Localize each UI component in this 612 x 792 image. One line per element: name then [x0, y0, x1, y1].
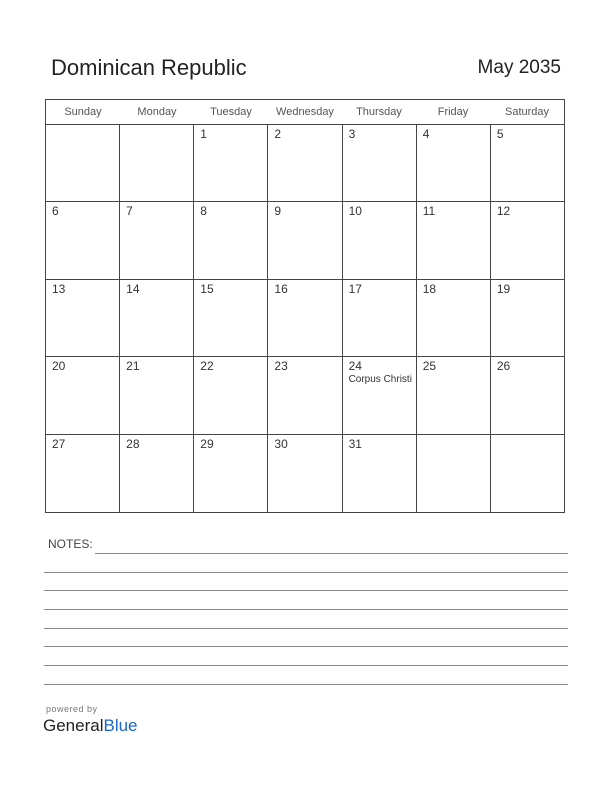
weekday-header: Tuesday — [210, 106, 252, 118]
day-cell — [120, 357, 194, 433]
powered-by-text: powered by — [46, 704, 98, 714]
day-cell — [46, 125, 120, 201]
day-cell — [194, 202, 268, 278]
day-cell — [120, 435, 194, 512]
day-cell — [194, 280, 268, 356]
holiday-event: Corpus Christi — [348, 374, 412, 386]
notes-line — [95, 553, 568, 554]
day-number: 31 — [348, 436, 362, 451]
day-number: 22 — [200, 359, 214, 374]
day-cell — [120, 125, 194, 201]
day-number: 9 — [274, 204, 282, 219]
day-number: 12 — [496, 204, 511, 219]
day-number: 11 — [422, 204, 436, 219]
day-cell — [120, 202, 194, 278]
day-cell — [343, 202, 417, 278]
day-cell — [343, 357, 417, 433]
logo-general-text: General — [43, 716, 104, 735]
calendar-week — [46, 202, 564, 279]
weekday-header-row — [46, 100, 564, 125]
day-cell — [491, 125, 564, 201]
day-number: 20 — [52, 359, 66, 374]
day-number: 8 — [200, 204, 207, 219]
day-number: 25 — [422, 359, 437, 374]
notes-line — [44, 628, 568, 629]
day-cell — [343, 125, 417, 201]
generalblue-logo — [43, 716, 138, 736]
day-cell — [46, 435, 120, 512]
day-cell — [491, 435, 564, 512]
day-number: 13 — [52, 281, 66, 296]
day-cell — [46, 280, 120, 356]
weekday-header: Saturday — [504, 106, 550, 118]
day-number: 18 — [422, 281, 437, 296]
day-number: 16 — [274, 281, 288, 296]
day-cell — [194, 125, 268, 201]
day-cell — [491, 202, 564, 278]
day-cell — [268, 357, 342, 433]
day-number: 29 — [200, 436, 214, 451]
day-cell — [120, 280, 194, 356]
notes-line — [44, 665, 568, 666]
calendar-week — [46, 125, 564, 202]
day-cell — [417, 357, 491, 433]
calendar-month-year: May 2035 — [477, 57, 561, 78]
weekday-header: Thursday — [356, 106, 402, 118]
notes-line — [44, 646, 568, 647]
day-cell — [343, 435, 417, 512]
day-cell — [194, 357, 268, 433]
day-cell — [268, 280, 342, 356]
day-number: 1 — [200, 127, 207, 141]
day-cell — [268, 125, 342, 201]
day-number: 30 — [274, 436, 288, 451]
calendar-week — [46, 280, 564, 357]
day-number: 26 — [496, 359, 511, 374]
day-number: 24 — [348, 359, 362, 374]
day-number: 7 — [126, 204, 133, 219]
calendar-grid — [45, 99, 565, 513]
day-cell — [491, 280, 564, 356]
day-cell — [417, 125, 491, 201]
notes-line — [44, 572, 568, 573]
day-number: 10 — [348, 204, 362, 219]
day-cell — [268, 202, 342, 278]
day-number: 21 — [126, 359, 140, 374]
day-number: 2 — [274, 127, 282, 141]
day-number: 28 — [126, 436, 140, 451]
notes-line — [44, 684, 568, 685]
calendar-country-title: Dominican Republic — [51, 55, 247, 80]
day-number: 3 — [348, 127, 356, 141]
day-number: 19 — [496, 281, 511, 296]
day-cell — [343, 280, 417, 356]
calendar-week — [46, 357, 564, 434]
day-cell — [46, 202, 120, 278]
day-number: 23 — [274, 359, 288, 374]
calendar-week — [46, 435, 564, 512]
day-number: 27 — [52, 436, 66, 451]
day-cell — [417, 202, 491, 278]
day-number: 4 — [422, 127, 430, 141]
day-cell — [46, 357, 120, 433]
notes-label: NOTES: — [48, 537, 93, 551]
day-number: 15 — [200, 281, 214, 296]
day-number: 6 — [52, 204, 59, 219]
day-cell — [417, 280, 491, 356]
day-cell — [417, 435, 491, 512]
day-cell — [491, 357, 564, 433]
day-number: 5 — [496, 127, 504, 141]
logo-blue-text: Blue — [103, 716, 138, 735]
notes-line — [44, 609, 568, 610]
day-cell — [268, 435, 342, 512]
day-number: 17 — [348, 281, 362, 296]
notes-line — [44, 590, 568, 591]
weekday-header: Monday — [137, 106, 177, 118]
weekday-header: Wednesday — [276, 106, 334, 118]
day-number: 14 — [126, 281, 140, 296]
weekday-header: Sunday — [64, 106, 102, 118]
weekday-header: Friday — [437, 106, 469, 118]
day-cell — [194, 435, 268, 512]
